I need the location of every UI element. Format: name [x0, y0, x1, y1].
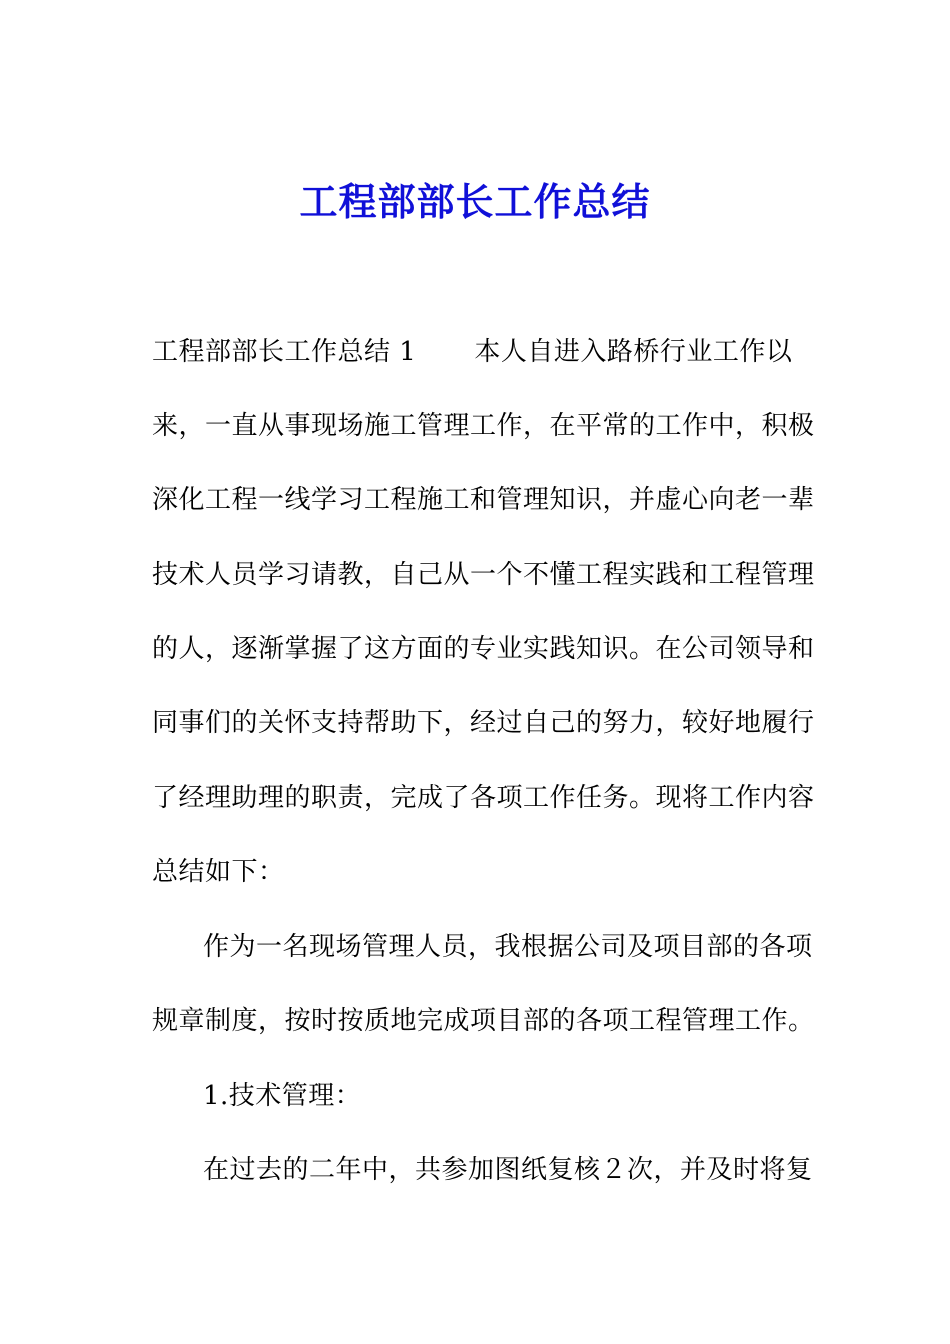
paragraph-line-10: 规章制度，按时按质地完成项目部的各项工程管理工作。 [152, 1006, 815, 1036]
paragraph-line-7: 了经理助理的职责，完成了各项工作任务。现将工作内容 [152, 783, 815, 813]
subsection-heading: 1.技术管理： [203, 1081, 362, 1111]
paragraph-line-4: 技术人员学习请教，自己从一个不懂工程实践和工程管理 [152, 560, 815, 590]
paragraph-line-1 [152, 335, 802, 369]
paragraph-line-9: 作为一名现场管理人员，我根据公司及项目部的各项 [203, 932, 813, 962]
paragraph-line-12: 在过去的二年中，共参加图纸复核２次，并及时将复 [203, 1155, 813, 1185]
paragraph-line-3: 深化工程一线学习工程施工和管理知识，并虚心向老一辈 [152, 485, 815, 515]
section-heading: 工程部部长工作总结 1 [152, 337, 417, 367]
document-title: 工程部部长工作总结 [299, 180, 651, 224]
paragraph-line-2: 来，一直从事现场施工管理工作，在平常的工作中，积极 [152, 411, 815, 441]
paragraph-line-6: 同事们的关怀支持帮助下，经过自己的努力，较好地履行 [152, 708, 815, 738]
paragraph-line-5: 的人，逐渐掌握了这方面的专业实践知识。在公司领导和 [152, 634, 815, 664]
paragraph-text: 本人自进入路桥行业工作以 [474, 337, 793, 367]
paragraph-line-8: 总结如下： [152, 857, 285, 887]
